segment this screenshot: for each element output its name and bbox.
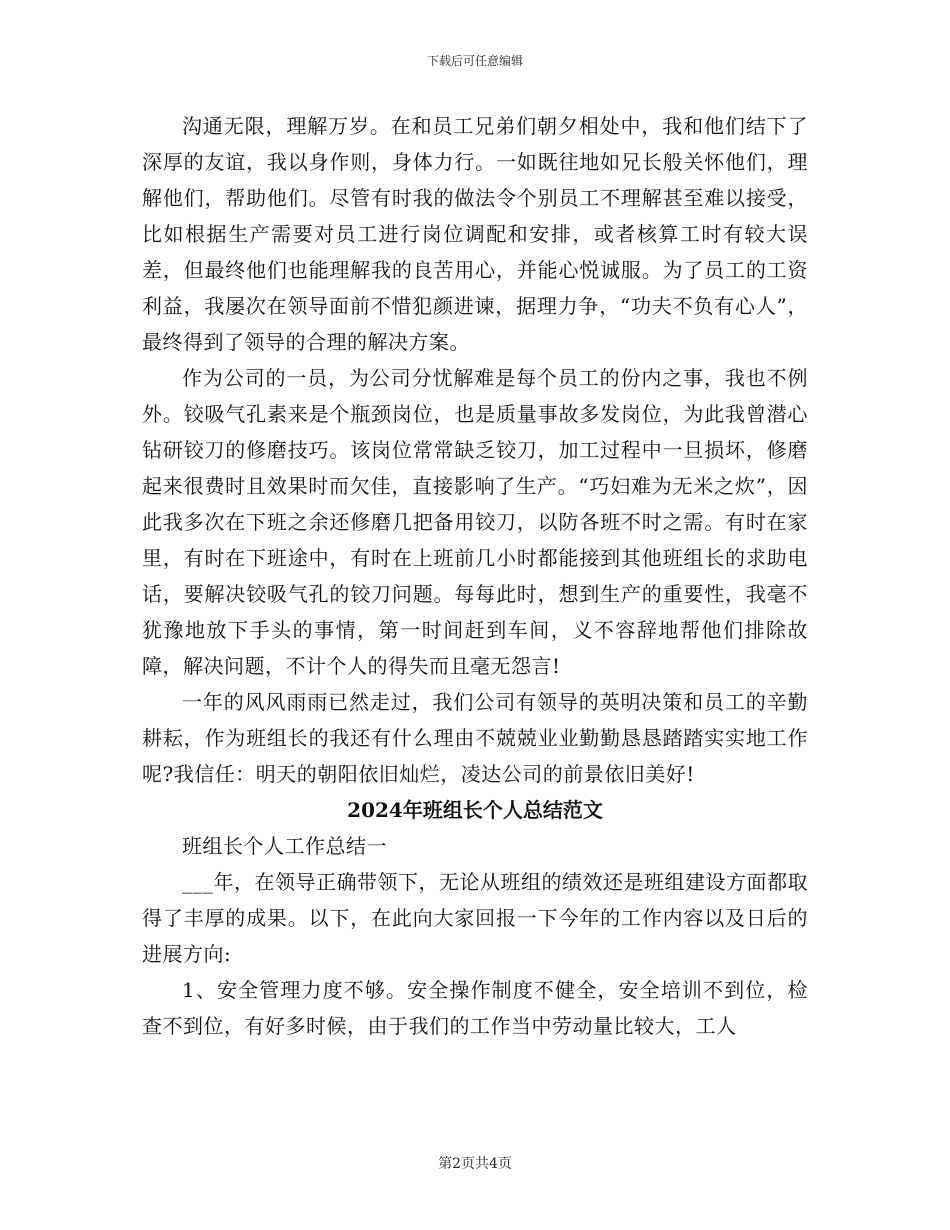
document-title: 2024年班组长个人总结范文 bbox=[347, 798, 603, 822]
paragraph-year-review: 一年的风风雨雨已然走过，我们公司有领导的英明决策和员工的辛勤耕耘，作为班组长的我还有什么理由不兢兢业业勤勤恳恳踏踏实实地工作呢?我信任：明天的朝阳依旧灿烂，凌达公司的前景依旧美好! bbox=[142, 690, 808, 786]
paragraph-company-member: 作为公司的一员，为公司分忧解难是每个员工的份内之事，我也不例外。铰吸气孔素来是个瓶颈岗位，也是质量事故多发岗位，为此我曾潜心钻研铰刀的修磨技巧。该岗位常常缺乏铰刀，加工过程中一旦损坏，修磨起来很费时且效果时而欠佳，直接影响了生产。“巧妇难为无米之炊”，因此我多次在下班之余还修磨几把备用铰刀，以防各班不时之需。有时在家里，有时在下班途中，有时在上班前几小时都能接到其他班组长的求助电话，要解决铰吸气孔的铰刀问题。每每此时，想到生产的重要性，我毫不犹豫地放下手头的事情，第一时间赶到车间，义不容辞地帮他们排除故障，解决问题，不计个人的得失而且毫无怨言! bbox=[142, 366, 808, 678]
document-body bbox=[142, 108, 808, 1044]
section-heading: 班组长个人工作总结一 bbox=[182, 834, 387, 858]
paragraph-communication: 沟通无限，理解万岁。在和员工兄弟们朝夕相处中，我和他们结下了深厚的友谊，我以身作则，身体力行。一如既往地如兄长般关怀他们，理解他们，帮助他们。尽管有时我的做法令个别员工不理解甚至难以接受，比如根据生产需要对员工进行岗位调配和安排，或者核算工时有较大误差，但最终他们也能理解我的良苦用心，并能心悦诚服。为了员工的工资利益，我屡次在领导面前不惜犯颜进谏，据理力争，“功夫不负有心人”，最终得到了领导的合理的解决方案。 bbox=[142, 114, 808, 354]
paragraph-safety-management: 1、安全管理力度不够。安全操作制度不健全，安全培训不到位，检查不到位，有好多时候，由于我们的工作当中劳动量比较大，工人 bbox=[142, 978, 808, 1038]
paragraph-summary-intro: ___年，在领导正确带领下，无论从班组的绩效还是班组建设方面都取得了丰厚的成果。以下，在此向大家回报一下今年的工作内容以及日后的进展方向: bbox=[142, 870, 808, 966]
page-footer: 第2页共4页 bbox=[438, 1156, 512, 1172]
page-header: 下载后可任意编辑 bbox=[426, 54, 523, 68]
